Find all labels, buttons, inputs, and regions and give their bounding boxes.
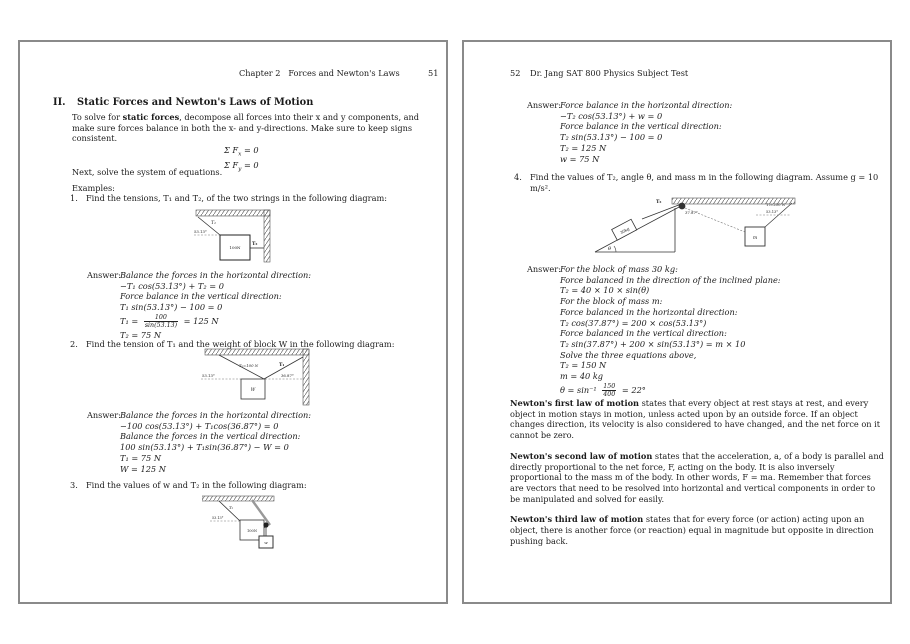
example-1-number: 1. (70, 193, 78, 203)
answer-line: −T₂ cos(53.13°) + w = 0 (560, 110, 663, 121)
angle-label: 53.13° (212, 516, 224, 520)
answer-label: Answer: (87, 270, 121, 280)
sum-fx-equation (224, 145, 259, 160)
diagram-ex1 (190, 208, 320, 268)
fraction-numerator: 100 (154, 313, 167, 321)
weight-label: 100N (246, 529, 258, 533)
intro-paragraph (72, 112, 419, 144)
t1-label: T₁=200 N (766, 202, 786, 207)
pulley (679, 203, 686, 210)
answer-line: −100 cos(53.13°) + T₁cos(36.87°) = 0 (120, 420, 279, 431)
fraction-tail: = 22° (619, 384, 646, 395)
section-title: Static Forces and Newton's Laws of Motion (77, 97, 314, 108)
answer-fraction-line (120, 313, 311, 330)
example-4-prompt (530, 172, 878, 193)
t2-label: T₂ (252, 242, 258, 247)
sum-fy-sub: y (238, 166, 242, 173)
newtons-laws-section (510, 398, 884, 556)
section-numeral: II. (53, 97, 66, 108)
answer-line: w = 75 N (560, 153, 600, 164)
diagram-ex4 (572, 194, 804, 264)
t2-label: T₂ (229, 505, 234, 510)
answer-ex2 (87, 410, 311, 474)
answer-line: Balance the forces in the horizontal direction: (120, 410, 312, 420)
weight-label: 100N (229, 245, 241, 250)
ceiling-hatch (196, 210, 270, 216)
wall-hatch (303, 349, 309, 405)
answer-line: T₂ cos(37.87°) = 200 × cos(53.13°) (560, 317, 707, 328)
law-line: object, there is another force (or reaction) equal in magnitude but opposite in direction (510, 525, 874, 536)
diagram-ex2 (197, 347, 322, 409)
fraction-lead: θ = sin⁻¹ (560, 384, 600, 395)
answer-ex3 (527, 100, 732, 164)
example-2-number: 2. (70, 339, 78, 349)
sum-fx-sub: x (238, 151, 242, 158)
answer-line: T₁ = 75 N (120, 452, 161, 463)
t1-label: T₁ (211, 221, 216, 226)
law-paragraph-second (510, 451, 884, 505)
intro-bold: static forces (122, 112, 180, 122)
answer-line: For the block of mass 30 kg: (560, 264, 678, 274)
law-line: changes direction, its velocity is also considered to have changed, and the net force on it (510, 419, 881, 430)
answer-line: Force balance in the horizontal direction: (560, 100, 733, 110)
sum-equations (224, 145, 259, 176)
law-line: states that every object at rest stays at rest, and every (639, 398, 869, 408)
page-left (18, 40, 448, 604)
sum-fx-pre: Σ F (224, 145, 239, 155)
fraction-lead: T₁ = (120, 315, 141, 326)
block-label: 30kg (619, 226, 631, 236)
answer-lines (120, 410, 311, 474)
law-line: be manipulated and solved for easily. (510, 493, 665, 504)
ceiling-hatch (202, 496, 274, 501)
wall-hatch (264, 210, 270, 262)
example-4-number: 4. (514, 172, 522, 182)
law-line: cannot be zero. (510, 430, 574, 441)
example-3-prompt: Find the values of w and T₂ in the following diagram: (86, 480, 307, 490)
answer-ex4 (527, 264, 781, 399)
answer-line: T₂ = 40 × 10 × sin(θ) (560, 285, 650, 296)
theta-arc (614, 246, 616, 252)
law-line: states that the acceleration, a, of a body is parallel and (652, 450, 884, 461)
example-3-number: 3. (70, 480, 78, 490)
sum-fy-post: = 0 (241, 160, 259, 171)
page-right (462, 40, 892, 604)
examples-label: Examples: (72, 183, 115, 193)
answer-line: m = 40 kg (560, 371, 604, 382)
example-3-item (70, 480, 307, 491)
intro-line1-post: , decompose all forces into their x and y components, and (179, 112, 420, 122)
answer-line: 100 sin(53.13°) + T₁sin(36.87°) − W = 0 (120, 442, 289, 453)
law-paragraph-third (510, 514, 884, 546)
example-2-prompt: Find the tension of T₁ and the weight of block W in the following diagram: (86, 339, 395, 349)
answer-label: Answer: (527, 264, 561, 274)
answer-line: Force balanced in the vertical direction: (560, 328, 727, 339)
law-second-lead: Newton's second law of motion (510, 450, 653, 461)
example-1-item (70, 193, 387, 204)
law-line: proportional to the mass m of the body. In other words, F = ma. Remember that forces (510, 472, 871, 483)
fraction (602, 383, 616, 398)
law-paragraph-first (510, 398, 884, 441)
law-line: are vectors that need to be resolved into horizontal and vertical components in order to (510, 482, 876, 493)
answer-line: T₂ = 125 N (560, 142, 607, 153)
answer-label: Answer: (527, 100, 561, 110)
angle-right-label: 53.13° (766, 210, 779, 214)
angle-mid-label: 37.87° (685, 210, 698, 215)
law-line: object in motion stays in motion, unless acted upon by an outside force. If an object (510, 408, 858, 419)
diagram-ex3 (202, 494, 282, 554)
answer-line: For the block of mass m: (560, 296, 663, 307)
theta-label: θ (608, 246, 612, 252)
ceiling-hatch (205, 349, 309, 355)
law-third-lead: Newton's third law of motion (510, 514, 644, 525)
answer-lines (560, 264, 781, 399)
answer-line: Balance the forces in the horizontal direction: (120, 270, 312, 280)
answer-line: T₂ sin(37.87°) + 200 × sin(53.13°) = m × 10 (560, 338, 746, 349)
sum-fy-equation (224, 160, 259, 175)
answer-lines (560, 100, 732, 164)
w-label: w (264, 540, 268, 545)
sum-fx-post: = 0 (241, 145, 259, 155)
t1-label: T₁ (279, 363, 285, 368)
answer-line: Force balanced in the horizontal direction: (560, 306, 738, 317)
answer-line: T₁ sin(53.13°) − 100 = 0 (120, 302, 223, 313)
answer-ex1 (87, 270, 311, 341)
t2-label: T₂=100 N (239, 363, 259, 368)
answer-lines (120, 270, 311, 341)
answer-label: Answer: (87, 410, 121, 420)
fraction-tail: = 125 N (181, 315, 219, 326)
answer-fraction-line (560, 382, 781, 399)
law-line: pushing back. (510, 535, 568, 546)
fraction (144, 314, 178, 329)
intro-line3: consistent. (72, 133, 118, 144)
answer-line: Balance the forces in the vertical direction: (120, 431, 301, 442)
angle-left-label: 53.13° (202, 373, 215, 378)
law-first-lead: Newton's first law of motion (510, 398, 639, 408)
angle-right-label: 36.87° (281, 373, 294, 378)
running-header-left: Chapter 2 Forces and Newton's Laws (239, 68, 400, 78)
sum-fy-pre: Σ F (224, 160, 239, 171)
weight-label: W (250, 388, 256, 393)
law-line: directly proportional to the net force, F, acting on the body. It is also inversely (510, 461, 835, 472)
answer-line: T₂ sin(53.13°) − 100 = 0 (560, 132, 663, 143)
answer-line: −T₁ cos(53.13°) + T₂ = 0 (120, 280, 224, 291)
answer-line: Force balance in the vertical direction: (120, 291, 282, 302)
fraction-numerator: 150 (603, 382, 616, 390)
page-number-left: 51 (428, 68, 439, 78)
law-line: states that for every force (or action) acting upon an (643, 514, 865, 525)
answer-line: T₂ = 75 N (120, 329, 161, 340)
intro-line1-pre: To solve for (72, 112, 123, 122)
answer-line: Force balance in the vertical direction: (560, 121, 722, 132)
next-step-text: Next, solve the system of equations. (72, 167, 223, 177)
running-header-right: Dr. Jang SAT 800 Physics Subject Test (530, 68, 689, 78)
answer-line: W = 125 N (120, 463, 166, 474)
fraction-denominator: 400 (603, 390, 616, 398)
example-4-item (514, 172, 878, 193)
pulley (263, 522, 268, 527)
example-4-prompt-line2: m/s². (530, 182, 551, 193)
answer-line: Solve the three equations above, (560, 349, 697, 360)
incline-block (612, 219, 637, 240)
example-1-prompt: Find the tensions, T₁ and T₂, of the two strings in the following diagram: (86, 193, 387, 203)
fraction-denominator: sin(53.13) (144, 321, 178, 329)
answer-line: Force balanced in the direction of the inclined plane: (560, 274, 781, 285)
angle-label: 53.13° (194, 229, 207, 234)
page-number-right: 52 (510, 68, 521, 78)
example-4-prompt-line1: Find the values of T₂, angle θ, and mass m in the following diagram. Assume g = 10 (530, 172, 879, 182)
mass-label: m (752, 236, 758, 241)
t2-label: T₂ (656, 200, 662, 205)
intro-line2: make sure forces balance in both the x- and y-directions. Make sure to keep signs (72, 122, 413, 133)
answer-line: T₂ = 150 N (560, 360, 607, 371)
